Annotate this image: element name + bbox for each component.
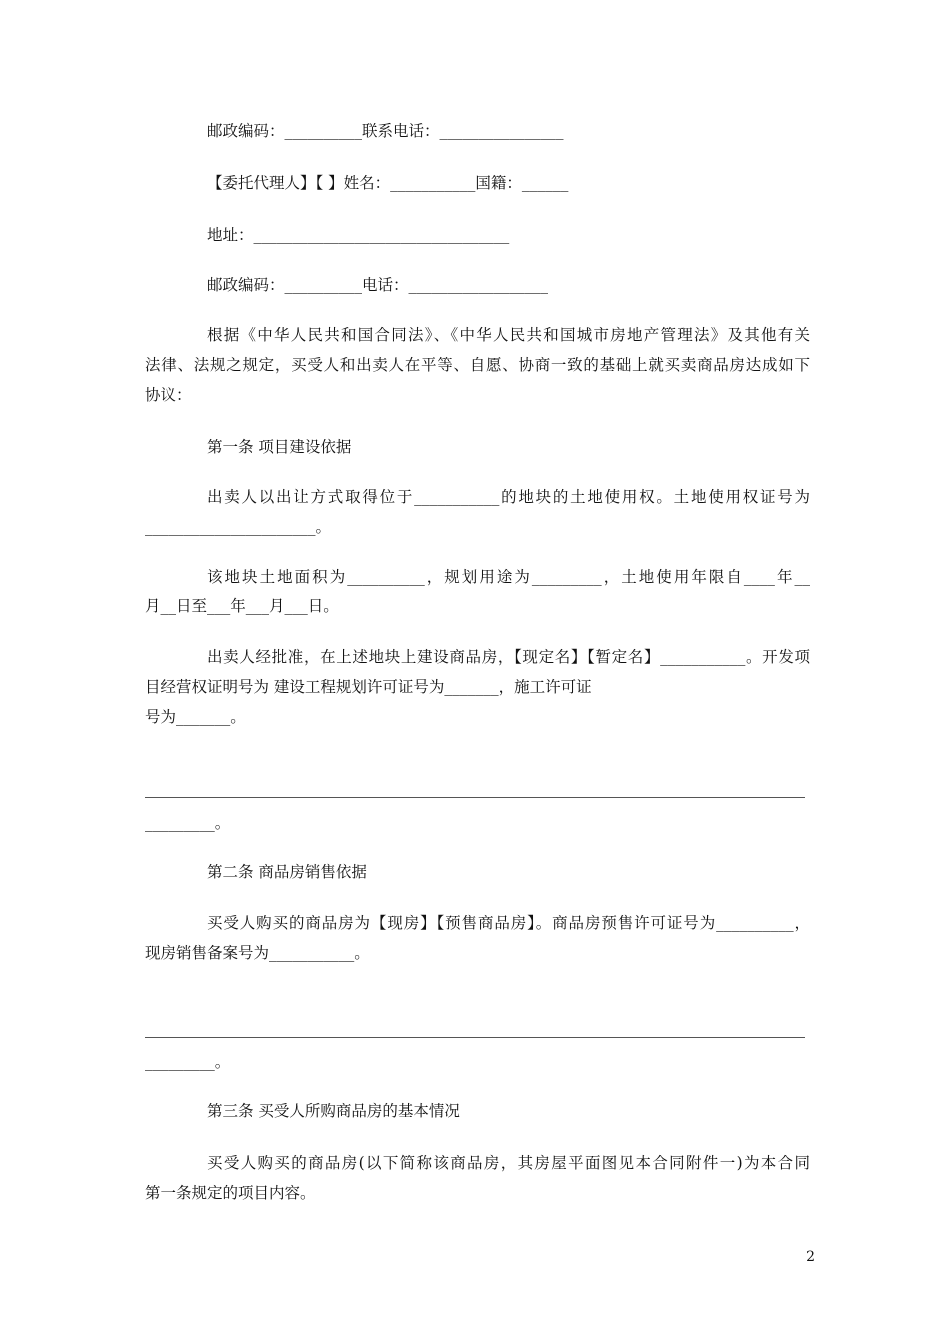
article-1-blank-end: _________。 — [145, 814, 231, 832]
proxy-name-nationality-line: 【委托代理人】【 】姓名：___________国籍：______ — [207, 174, 569, 192]
article-3-heading: 第三条 买受人所购商品房的基本情况 — [207, 1102, 460, 1120]
article-2-heading: 第二条 商品房销售依据 — [207, 863, 367, 881]
blank-fill-rule — [145, 797, 805, 798]
article-2-blank-end: _________。 — [145, 1053, 231, 1071]
article-2-sales-line-1: 买受人购买的商品房为【现房】【预售商品房】。商品房预售许可证号为__________， — [207, 914, 810, 932]
article-3-content-line-2: 第一条规定的项目内容。 — [145, 1184, 316, 1202]
article-1-approval-line-1: 出卖人经批准，在上述地块上建设商品房，【现定名】【暂定名】___________。开发项 — [207, 648, 810, 666]
article-3-content-line-1: 买受人购买的商品房(以下简称该商品房，其房屋平面图见本合同附件一)为本合同 — [207, 1154, 810, 1172]
proxy-postcode-phone-line: 邮政编码：__________电话：__________________ — [207, 276, 549, 294]
article-1-heading: 第一条 项目建设依据 — [207, 438, 352, 456]
article-1-land-line-1: 出卖人以出让方式取得位于___________的地块的土地使用权。土地使用权证号为 — [207, 488, 810, 506]
page-number: 2 — [806, 1249, 815, 1265]
article-1-approval-line-3: 号为_______。 — [145, 708, 246, 726]
article-1-area-line-2: 月__日至___年___月___日。 — [145, 597, 339, 615]
preamble-line-3: 协议： — [145, 386, 192, 404]
blank-fill-rule — [145, 1037, 805, 1038]
agent-postcode-phone-line: 邮政编码：__________联系电话：________________ — [207, 122, 564, 140]
article-1-approval-line-2: 目经营权证明号为 建设工程规划许可证号为_______，施工许可证 — [145, 678, 592, 696]
preamble-line-2: 法律、法规之规定，买受人和出卖人在平等、自愿、协商一致的基础上就买卖商品房达成如下 — [145, 356, 810, 374]
article-1-land-line-2: ______________________。 — [145, 518, 332, 536]
proxy-address-line: 地址：_________________________________ — [207, 226, 510, 244]
article-2-sales-line-2: 现房销售备案号为___________。 — [145, 944, 370, 962]
article-1-area-line-1: 该地块土地面积为__________，规划用途为_________，土地使用年限自____年__ — [207, 568, 810, 586]
preamble-line-1: 根据《中华人民共和国合同法》、《中华人民共和国城市房地产管理法》及其他有关 — [207, 326, 810, 344]
